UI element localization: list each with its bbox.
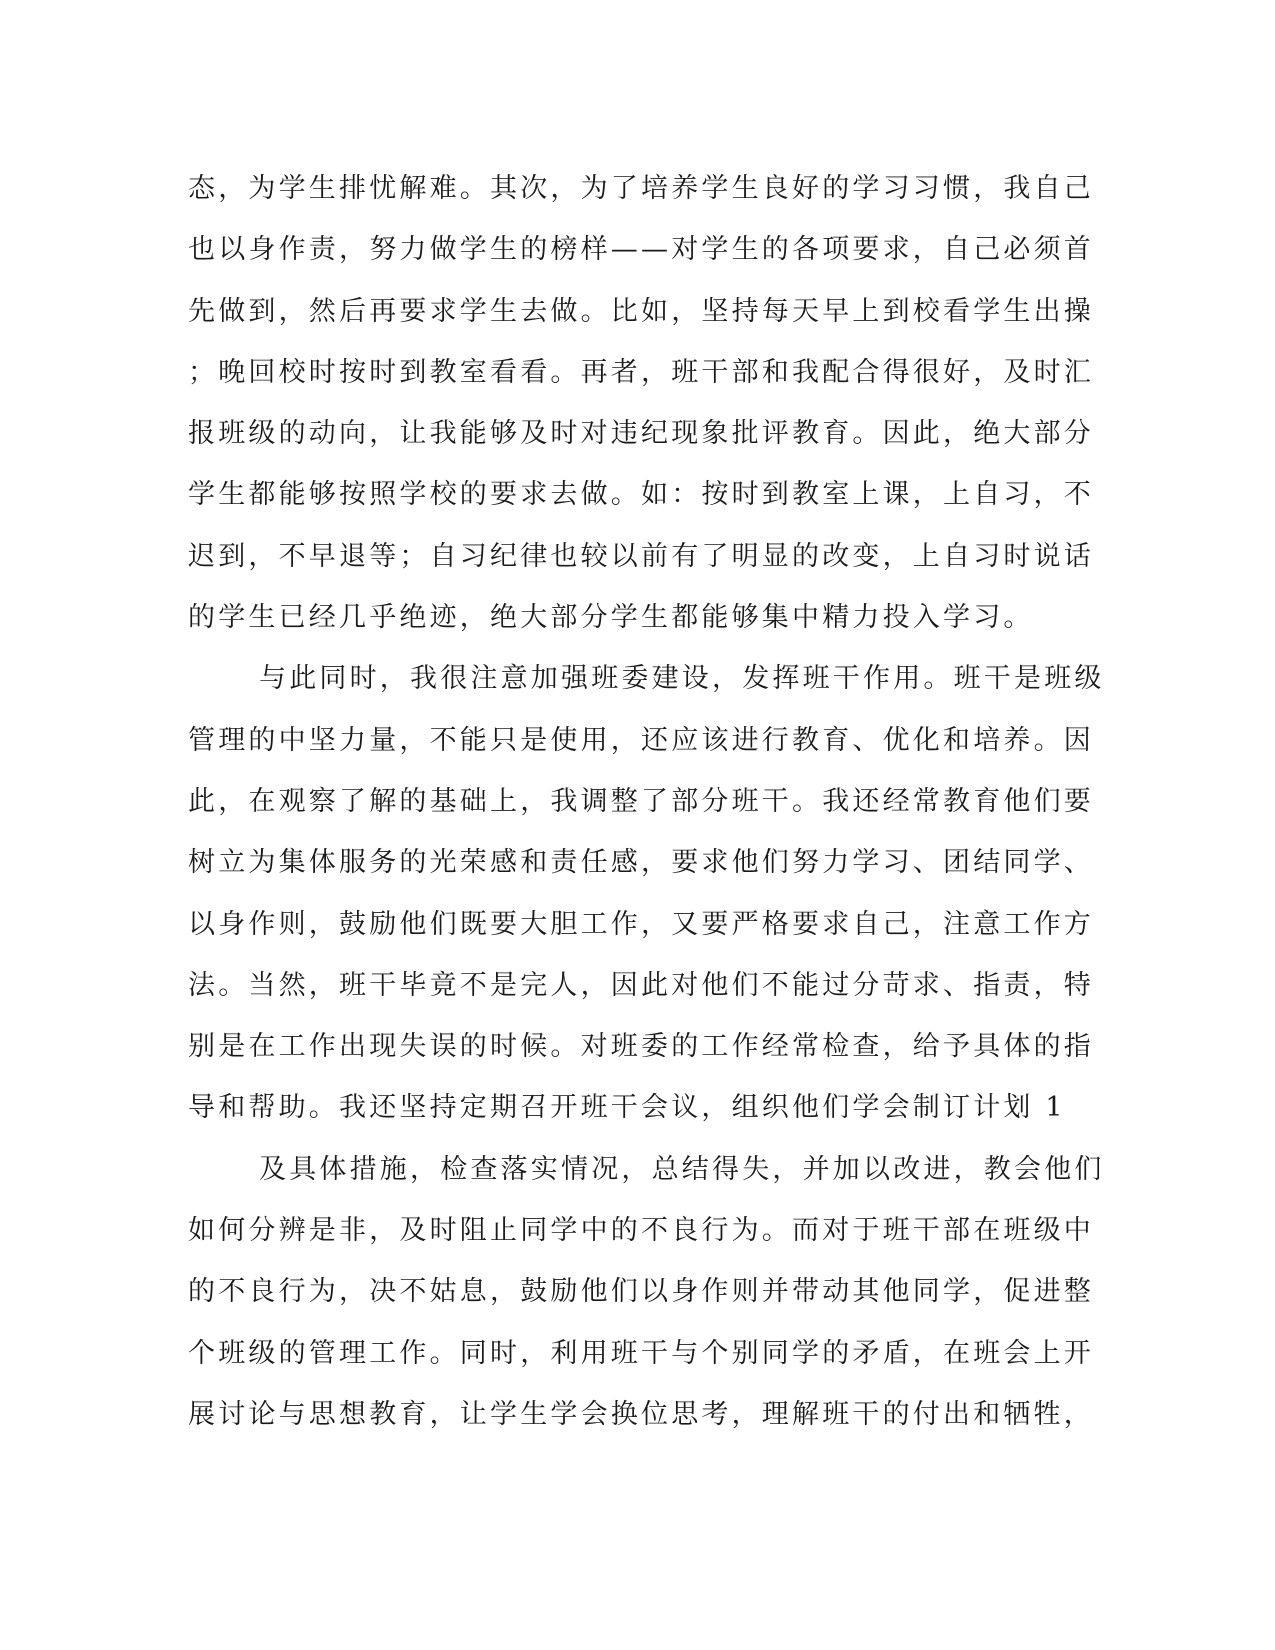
text-line: 如何分辨是非，及时阻止同学中的不良行为。而对于班干部在班级中 (188, 1215, 1094, 1247)
text-line: 法。当然，班干毕竟不是完人，因此对他们不能过分苛求、指责，特 (188, 969, 1094, 1001)
text-line: 的学生已经几乎绝迹，绝大部分学生都能够集中精力投入学习。 (188, 602, 1034, 634)
text-line: 展讨论与思想教育，让学生学会换位思考，理解班干的付出和牺牲， (188, 1398, 1094, 1430)
text-line: 报班级的动向，让我能够及时对违纪现象批评教育。因此，绝大部分 (188, 418, 1094, 450)
text-line: 的不良行为，决不姑息，鼓励他们以身作则并带动其他同学，促进整 (188, 1276, 1094, 1308)
text-line: 也以身作责，努力做学生的榜样——对学生的各项要求，自己必须首 (188, 234, 1094, 266)
text-line: 树立为集体服务的光荣感和责任感，要求他们努力学习、团结同学、 (188, 847, 1094, 879)
text-line: 先做到，然后再要求学生去做。比如，坚持每天早上到校看学生出操 (188, 295, 1094, 327)
text-line: 导和帮助。我还坚持定期召开班干会议，组织他们学会制订计划 1 (188, 1092, 1066, 1124)
text-line: ；晚回校时按时到教室看看。再者，班干部和我配合得很好，及时汇 (188, 356, 1094, 388)
paragraph-start-line: 与此同时，我很注意加强班委建设，发挥班干作用。班干是班级 (259, 663, 1105, 695)
text-line: 态，为学生排忧解难。其次，为了培养学生良好的学习习惯，我自己 (188, 173, 1094, 204)
text-line: 以身作则，鼓励他们既要大胆工作，又要严格要求自己，注意工作方 (188, 908, 1094, 940)
text-line: 个班级的管理工作。同时，利用班干与个别同学的矛盾，在班会上开 (188, 1337, 1094, 1369)
body-text (188, 158, 1105, 1445)
text-line: 此，在观察了解的基础上，我调整了部分班干。我还经常教育他们要 (188, 785, 1094, 817)
paragraph-start-line: 及具体措施，检查落实情况，总结得失，并加以改进，教会他们 (259, 1153, 1105, 1185)
text-line: 迟到，不早退等；自习纪律也较以前有了明显的改变，上自习时说话 (188, 540, 1094, 572)
text-line: 学生都能够按照学校的要求去做。如：按时到教室上课，上自习，不 (188, 479, 1094, 511)
text-line: 管理的中坚力量，不能只是使用，还应该进行教育、优化和培养。因 (188, 724, 1094, 756)
text-line: 别是在工作出现失误的时候。对班委的工作经常检查，给予具体的指 (188, 1031, 1094, 1063)
